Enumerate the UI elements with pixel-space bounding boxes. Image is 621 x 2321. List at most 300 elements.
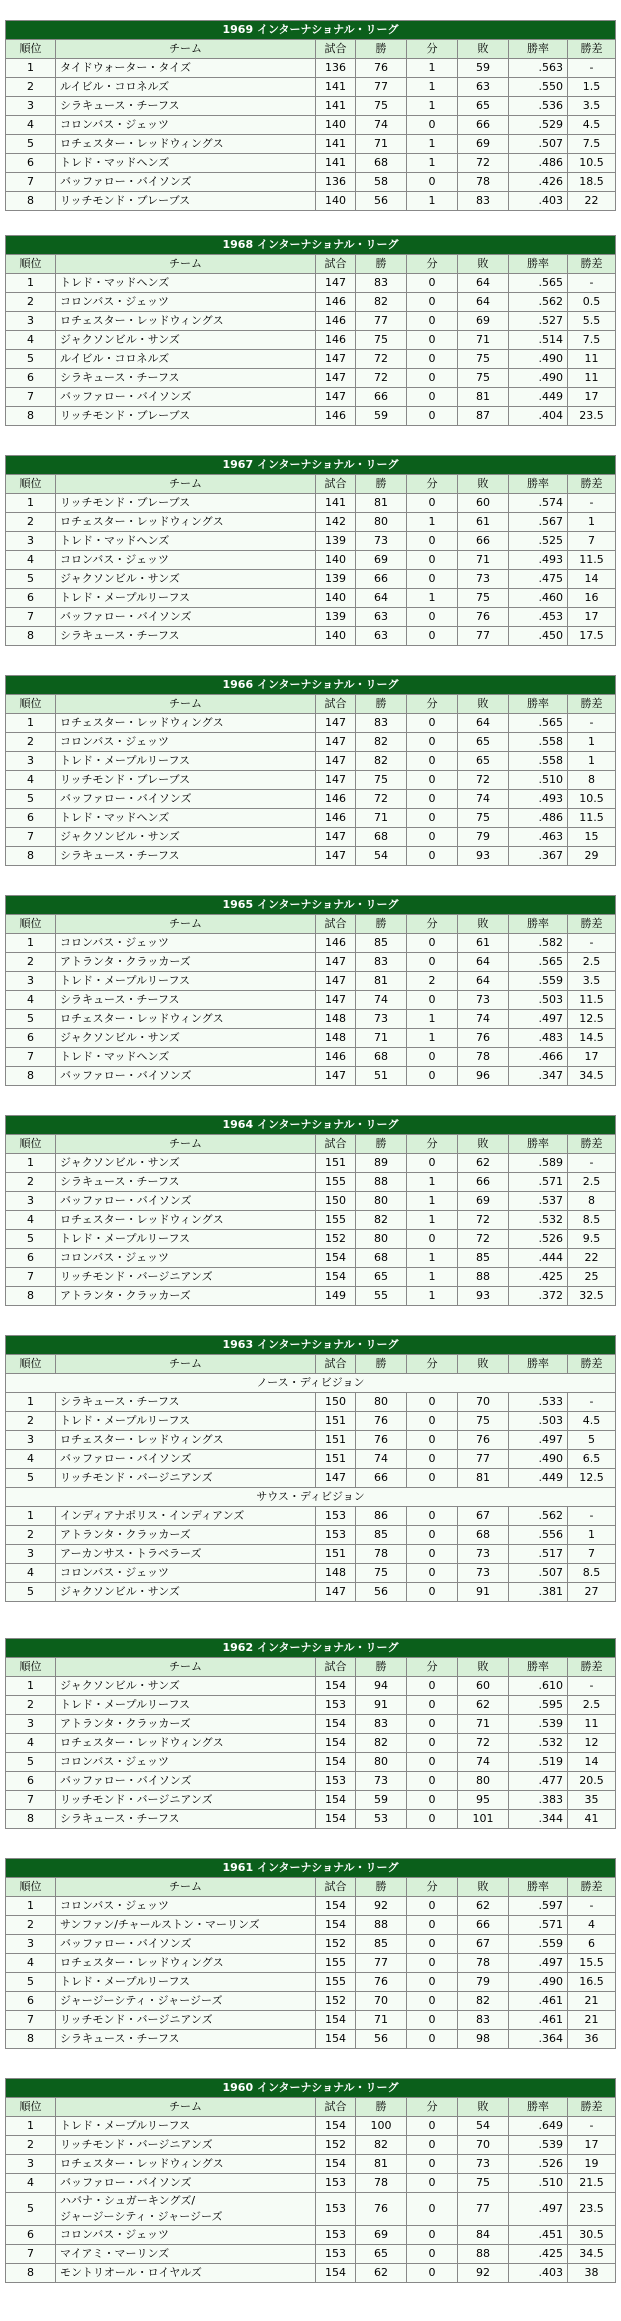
stat-cell: 147 (316, 771, 356, 790)
column-header: 順位 (6, 695, 56, 714)
team-cell: リッチモンド・バージニアンズ (56, 1268, 316, 1287)
column-header: 勝差 (568, 255, 616, 274)
stat-cell: 0 (407, 2117, 458, 2136)
stat-cell: 150 (316, 1393, 356, 1412)
team-cell: バッファロー・バイソンズ (56, 1772, 316, 1791)
stat-cell: 152 (316, 1992, 356, 2011)
team-cell: リッチモンド・ブレーブス (56, 494, 316, 513)
stat-cell: 4 (6, 1954, 56, 1973)
stat-cell: 66 (458, 532, 509, 551)
stat-cell: .344 (509, 1810, 568, 1829)
stat-cell: 23.5 (568, 407, 616, 426)
stat-cell: .404 (509, 407, 568, 426)
stat-cell: .582 (509, 934, 568, 953)
header-row (6, 2098, 616, 2117)
column-header: チーム (56, 1878, 316, 1897)
stat-cell: 0 (407, 532, 458, 551)
stat-cell: 66 (356, 1469, 407, 1488)
stat-cell: .517 (509, 1545, 568, 1564)
stat-cell: 14 (568, 1753, 616, 1772)
stat-cell: 0 (407, 714, 458, 733)
stat-cell: 0 (407, 1067, 458, 1086)
team-cell: ジャージーシティ・ジャージーズ (56, 1992, 316, 2011)
stat-cell: 3 (6, 1715, 56, 1734)
table-row (6, 953, 616, 972)
stat-cell: 65 (458, 97, 509, 116)
stat-cell: - (568, 1677, 616, 1696)
team-cell: トレド・メープルリーフス (56, 589, 316, 608)
stat-cell: 25 (568, 1268, 616, 1287)
column-header: 勝率 (509, 1658, 568, 1677)
stat-cell: 16.5 (568, 1973, 616, 1992)
table-row (6, 1287, 616, 1306)
stat-cell: - (568, 1393, 616, 1412)
stat-cell: .526 (509, 1230, 568, 1249)
header-row (6, 1658, 616, 1677)
stat-cell: 73 (458, 991, 509, 1010)
stat-cell: 68 (356, 1048, 407, 1067)
table-row (6, 1772, 616, 1791)
table-row (6, 2193, 616, 2226)
table-row (6, 1897, 616, 1916)
stat-cell: .589 (509, 1154, 568, 1173)
stat-cell: 4 (6, 551, 56, 570)
stat-cell: 22 (568, 192, 616, 211)
column-header: 分 (407, 2098, 458, 2117)
table-row (6, 714, 616, 733)
team-cell: バッファロー・バイソンズ (56, 1192, 316, 1211)
stat-cell: 69 (356, 2226, 407, 2245)
stat-cell: 76 (458, 1431, 509, 1450)
team-cell: ロチェスター・レッドウィングス (56, 1431, 316, 1450)
column-header: 順位 (6, 2098, 56, 2117)
stat-cell: 72 (458, 1230, 509, 1249)
stat-cell: 154 (316, 1897, 356, 1916)
stat-cell: .483 (509, 1029, 568, 1048)
stat-cell: 1 (6, 1154, 56, 1173)
stat-cell: 8 (6, 1810, 56, 1829)
stat-cell: 141 (316, 494, 356, 513)
season-title: 1968 インターナショナル・リーグ (6, 236, 616, 255)
header-row (6, 40, 616, 59)
team-cell: ジャクソンビル・サンズ (56, 570, 316, 589)
stat-cell: .558 (509, 752, 568, 771)
stat-cell: 5 (6, 135, 56, 154)
season-title: 1967 インターナショナル・リーグ (6, 456, 616, 475)
stat-cell: 65 (458, 752, 509, 771)
team-cell: ルイビル・コロネルズ (56, 78, 316, 97)
table-row (6, 991, 616, 1010)
team-cell: バッファロー・バイソンズ (56, 790, 316, 809)
stat-cell: 5 (6, 1753, 56, 1772)
column-header: 勝差 (568, 1135, 616, 1154)
stat-cell: 27 (568, 1583, 616, 1602)
stat-cell: 72 (458, 1734, 509, 1753)
team-cell: ジャクソンビル・サンズ (56, 1677, 316, 1696)
table-row (6, 2226, 616, 2245)
table-row (6, 1935, 616, 1954)
stat-cell: 1 (6, 274, 56, 293)
stat-cell: 7.5 (568, 135, 616, 154)
team-cell: トレド・マッドヘンズ (56, 809, 316, 828)
stat-cell: 3 (6, 532, 56, 551)
team-cell: ジャクソンビル・サンズ (56, 331, 316, 350)
team-cell: シラキュース・チーフス (56, 1393, 316, 1412)
stat-cell: 151 (316, 1545, 356, 1564)
stat-cell: 147 (316, 274, 356, 293)
stat-cell: 147 (316, 1469, 356, 1488)
stat-cell: 0 (407, 1469, 458, 1488)
stat-cell: 1 (407, 1029, 458, 1048)
stat-cell: 17 (568, 608, 616, 627)
stat-cell: 7 (6, 828, 56, 847)
stat-cell: .510 (509, 771, 568, 790)
table-row (6, 2011, 616, 2030)
stat-cell: 5 (568, 1431, 616, 1450)
stat-cell: 1 (407, 1287, 458, 1306)
stat-cell: 0 (407, 1564, 458, 1583)
stat-cell: 0 (407, 1230, 458, 1249)
table-row (6, 1954, 616, 1973)
column-header: 勝 (356, 1658, 407, 1677)
table-row (6, 972, 616, 991)
table-row (6, 828, 616, 847)
table-row (6, 1753, 616, 1772)
stat-cell: 73 (458, 2155, 509, 2174)
stat-cell: 0 (407, 2011, 458, 2030)
stat-cell: 7.5 (568, 331, 616, 350)
column-header: チーム (56, 475, 316, 494)
stat-cell: 11 (568, 1715, 616, 1734)
team-cell: シラキュース・チーフス (56, 991, 316, 1010)
stat-cell: .539 (509, 2136, 568, 2155)
stat-cell: 34.5 (568, 2245, 616, 2264)
stat-cell: 5 (6, 1469, 56, 1488)
stat-cell: 3.5 (568, 97, 616, 116)
table-row (6, 551, 616, 570)
stat-cell: 0 (407, 293, 458, 312)
stat-cell: 140 (316, 627, 356, 646)
table-row (6, 1715, 616, 1734)
stat-cell: 69 (356, 551, 407, 570)
stat-cell: 76 (356, 1412, 407, 1431)
stat-cell: 80 (356, 1753, 407, 1772)
stat-cell: 151 (316, 1450, 356, 1469)
stat-cell: 55 (356, 1287, 407, 1306)
team-cell: コロンバス・ジェッツ (56, 116, 316, 135)
stat-cell: 91 (458, 1583, 509, 1602)
team-cell: コロンバス・ジェッツ (56, 1249, 316, 1268)
stat-cell: 74 (458, 1010, 509, 1029)
team-cell: ロチェスター・レッドウィングス (56, 1954, 316, 1973)
stat-cell: 3 (6, 1935, 56, 1954)
stat-cell: .563 (509, 59, 568, 78)
stat-cell: .403 (509, 192, 568, 211)
stat-cell: 8 (6, 1287, 56, 1306)
stat-cell: 73 (356, 532, 407, 551)
stat-cell: 74 (356, 991, 407, 1010)
table-row (6, 790, 616, 809)
stat-cell: .510 (509, 2174, 568, 2193)
stat-cell: 1 (6, 934, 56, 953)
stat-cell: 86 (356, 1507, 407, 1526)
stat-cell: 21.5 (568, 2174, 616, 2193)
stat-cell: 94 (356, 1677, 407, 1696)
stat-cell: 17.5 (568, 627, 616, 646)
stat-cell: 9.5 (568, 1230, 616, 1249)
table-row (6, 116, 616, 135)
column-header: 勝差 (568, 1355, 616, 1374)
stat-cell: 17 (568, 2136, 616, 2155)
stat-cell: 79 (458, 1973, 509, 1992)
standings-table (5, 20, 616, 211)
stat-cell: 22 (568, 1249, 616, 1268)
column-header: 試合 (316, 915, 356, 934)
stat-cell: 66 (356, 570, 407, 589)
team-cell: トレド・メープルリーフス (56, 2117, 316, 2136)
standings-table (5, 455, 616, 646)
stat-cell: 1 (407, 1173, 458, 1192)
stat-cell: 54 (356, 847, 407, 866)
stat-cell: 66 (458, 1916, 509, 1935)
stat-cell: 4 (568, 1916, 616, 1935)
stat-cell: 8.5 (568, 1211, 616, 1230)
stat-cell: 59 (458, 59, 509, 78)
stat-cell: 77 (356, 78, 407, 97)
stat-cell: 3.5 (568, 972, 616, 991)
stat-cell: .565 (509, 953, 568, 972)
stat-cell: .532 (509, 1734, 568, 1753)
stat-cell: .527 (509, 312, 568, 331)
stat-cell: 84 (458, 2226, 509, 2245)
table-row (6, 771, 616, 790)
stat-cell: 81 (356, 2155, 407, 2174)
column-header: 順位 (6, 1878, 56, 1897)
stat-cell: 82 (458, 1992, 509, 2011)
table-row (6, 1992, 616, 2011)
column-header: 勝率 (509, 1135, 568, 1154)
stat-cell: 146 (316, 1048, 356, 1067)
stat-cell: 69 (458, 312, 509, 331)
stat-cell: 95 (458, 1791, 509, 1810)
stat-cell: .595 (509, 1696, 568, 1715)
stat-cell: 6 (6, 1029, 56, 1048)
column-header: 試合 (316, 475, 356, 494)
stat-cell: 1 (407, 1211, 458, 1230)
header-row (6, 1135, 616, 1154)
stat-cell: 8 (568, 1192, 616, 1211)
stat-cell: .503 (509, 991, 568, 1010)
stat-cell: 71 (356, 2011, 407, 2030)
column-header: 勝率 (509, 1878, 568, 1897)
stat-cell: 0.5 (568, 293, 616, 312)
column-header: 勝率 (509, 475, 568, 494)
stat-cell: 0 (407, 407, 458, 426)
column-header: 勝差 (568, 1658, 616, 1677)
stat-cell: 3 (6, 752, 56, 771)
stat-cell: 8.5 (568, 1564, 616, 1583)
stat-cell: 29 (568, 847, 616, 866)
team-cell: ロチェスター・レッドウィングス (56, 714, 316, 733)
stat-cell: 56 (356, 1583, 407, 1602)
stat-cell: 140 (316, 116, 356, 135)
stat-cell: 98 (458, 2030, 509, 2049)
stat-cell: 74 (458, 1753, 509, 1772)
column-header: 勝差 (568, 2098, 616, 2117)
stat-cell: 83 (356, 714, 407, 733)
stat-cell: 34.5 (568, 1067, 616, 1086)
stat-cell: 18.5 (568, 173, 616, 192)
column-header: チーム (56, 1658, 316, 1677)
stat-cell: 0 (407, 1677, 458, 1696)
stat-cell: 15 (568, 828, 616, 847)
stat-cell: 83 (458, 192, 509, 211)
stat-cell: 0 (407, 312, 458, 331)
column-header: 勝 (356, 255, 407, 274)
stat-cell: 14 (568, 570, 616, 589)
table-row (6, 2155, 616, 2174)
table-row (6, 1564, 616, 1583)
stat-cell: 12 (568, 1734, 616, 1753)
stat-cell: .558 (509, 733, 568, 752)
stat-cell: 6.5 (568, 1450, 616, 1469)
team-cell: シラキュース・チーフス (56, 97, 316, 116)
standings-table (5, 675, 616, 866)
column-header: 分 (407, 695, 458, 714)
stat-cell: 7 (6, 1268, 56, 1287)
stat-cell: 136 (316, 59, 356, 78)
team-cell: シラキュース・チーフス (56, 847, 316, 866)
table-row (6, 1010, 616, 1029)
stat-cell: 1 (407, 154, 458, 173)
stat-cell: 150 (316, 1192, 356, 1211)
stat-cell: 1 (6, 2117, 56, 2136)
stat-cell: .574 (509, 494, 568, 513)
column-header: 勝率 (509, 695, 568, 714)
stat-cell: 82 (356, 752, 407, 771)
stat-cell: 64 (458, 274, 509, 293)
stat-cell: 71 (356, 135, 407, 154)
column-header: チーム (56, 40, 316, 59)
stat-cell: 1 (568, 1526, 616, 1545)
stat-cell: 0 (407, 1154, 458, 1173)
stat-cell: 136 (316, 173, 356, 192)
stat-cell: 68 (356, 154, 407, 173)
column-header: 順位 (6, 1658, 56, 1677)
stat-cell: 72 (458, 1211, 509, 1230)
column-header: 分 (407, 475, 458, 494)
stat-cell: 10.5 (568, 154, 616, 173)
stat-cell: 146 (316, 407, 356, 426)
stat-cell: 7 (6, 2245, 56, 2264)
stat-cell: 6 (568, 1935, 616, 1954)
column-header: 試合 (316, 1135, 356, 1154)
stat-cell: 0 (407, 1431, 458, 1450)
stat-cell: 0 (407, 627, 458, 646)
stat-cell: 82 (356, 1211, 407, 1230)
stat-cell: .383 (509, 1791, 568, 1810)
team-cell: ロチェスター・レッドウィングス (56, 1010, 316, 1029)
stat-cell: 23.5 (568, 2193, 616, 2226)
stat-cell: 82 (356, 1734, 407, 1753)
team-cell: ジャクソンビル・サンズ (56, 1029, 316, 1048)
stat-cell: 100 (356, 2117, 407, 2136)
column-header: 敗 (458, 475, 509, 494)
team-cell: トレド・マッドヘンズ (56, 1048, 316, 1067)
stat-cell: 65 (356, 1268, 407, 1287)
stat-cell: 74 (458, 790, 509, 809)
stat-cell: 36 (568, 2030, 616, 2049)
stat-cell: 2.5 (568, 1173, 616, 1192)
team-cell: トレド・マッドヘンズ (56, 274, 316, 293)
column-header: 勝 (356, 2098, 407, 2117)
stat-cell: 63 (458, 78, 509, 97)
stat-cell: 76 (356, 1431, 407, 1450)
column-header: 分 (407, 915, 458, 934)
table-row (6, 1507, 616, 1526)
table-row (6, 1450, 616, 1469)
column-header: 順位 (6, 915, 56, 934)
stat-cell: 0 (407, 1810, 458, 1829)
team-cell: アトランタ・クラッカーズ (56, 1715, 316, 1734)
column-header: 試合 (316, 2098, 356, 2117)
column-header: 順位 (6, 1135, 56, 1154)
stat-cell: - (568, 274, 616, 293)
stat-cell: 5.5 (568, 312, 616, 331)
table-row (6, 589, 616, 608)
stat-cell: .490 (509, 1973, 568, 1992)
stat-cell: 66 (356, 388, 407, 407)
stat-cell: 154 (316, 1249, 356, 1268)
team-cell: コロンバス・ジェッツ (56, 293, 316, 312)
table-row (6, 1973, 616, 1992)
stat-cell: .461 (509, 2011, 568, 2030)
table-row (6, 1211, 616, 1230)
stat-cell: 71 (356, 1029, 407, 1048)
stat-cell: 80 (356, 1230, 407, 1249)
stat-cell: 8 (568, 771, 616, 790)
stat-cell: 1 (407, 97, 458, 116)
stat-cell: 30.5 (568, 2226, 616, 2245)
stat-cell: .497 (509, 1431, 568, 1450)
stat-cell: .490 (509, 369, 568, 388)
stat-cell: - (568, 494, 616, 513)
column-header: 敗 (458, 1658, 509, 1677)
stat-cell: .461 (509, 1992, 568, 2011)
column-header: 勝率 (509, 2098, 568, 2117)
stat-cell: 4 (6, 771, 56, 790)
table-row (6, 350, 616, 369)
stat-cell: 85 (458, 1249, 509, 1268)
team-cell: トレド・メープルリーフス (56, 1412, 316, 1431)
stat-cell: 0 (407, 116, 458, 135)
column-header: 試合 (316, 1355, 356, 1374)
stat-cell: 0 (407, 1507, 458, 1526)
team-cell: リッチモンド・バージニアンズ (56, 2136, 316, 2155)
table-row (6, 2174, 616, 2193)
stat-cell: 72 (356, 790, 407, 809)
season-title: 1969 インターナショナル・リーグ (6, 21, 616, 40)
stat-cell: 4 (6, 1211, 56, 1230)
column-header: 勝 (356, 475, 407, 494)
team-cell: アーカンサス・トラベラーズ (56, 1545, 316, 1564)
stat-cell: 7 (6, 2011, 56, 2030)
stat-cell: 1 (6, 59, 56, 78)
stat-cell: 154 (316, 2155, 356, 2174)
table-row (6, 1249, 616, 1268)
team-cell: コロンバス・ジェッツ (56, 1564, 316, 1583)
stat-cell: 70 (458, 2136, 509, 2155)
